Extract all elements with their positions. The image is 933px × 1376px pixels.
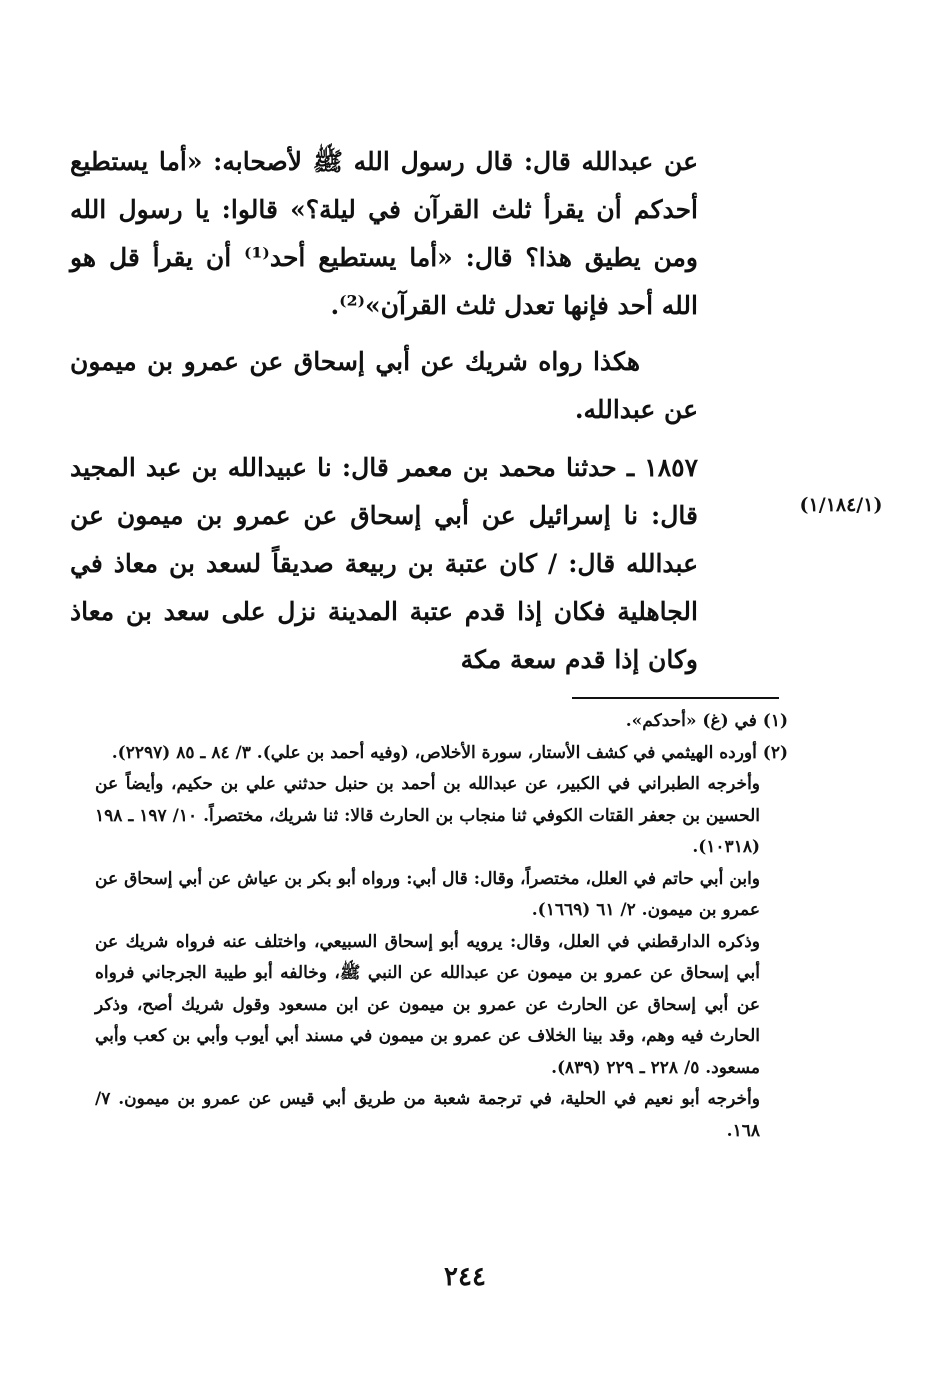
page-number: ٢٤٤ xyxy=(444,1262,486,1292)
footnote-1: (١) في (غ) «أحدكم». xyxy=(625,711,788,731)
footnotes xyxy=(95,706,788,1147)
main-text xyxy=(70,138,698,684)
hadith-continuation-paragraph: عن عبدالله قال: قال رسول الله ﷺ لأصحابه: «أما يستطيع أحدكم أن يقرأ ثلث القرآن في ليلة؟» قالوا: يا رسول الله ومن يطيق هذا؟ قال: «أما يستطيع أحد⁽¹⁾ أن يقرأ قل هو الله أحد فإنها تعدل ثلث القرآن»⁽²⁾. xyxy=(70,147,698,320)
footnote-2: (٢) أورده الهيثمي في كشف الأستار، سورة الأخلاص، (وفيه أحمد بن علي). ٣/ ٨٤ ـ ٨٥ (٢٢٩٧). xyxy=(111,742,788,763)
manuscript-reference: (١/١٨٤/١) xyxy=(799,494,883,516)
footnote-2-ibn-abi-hatim: وابن أبي حاتم في العلل، مختصراً، وقال: قال أبي: ورواه أبو بكر بن عياش عن أبي إسحاق عن عمرو بن ميمون. ٢/ ٦١ (١٦٦٩). xyxy=(95,868,760,920)
narration-note-paragraph: هكذا رواه شريك عن أبي إسحاق عن عمرو بن ميمون عن عبدالله. xyxy=(70,347,698,424)
hadith-number: ١٨٥٧ xyxy=(644,453,698,482)
footnote-2-abu-nuaym: وأخرجه أبو نعيم في الحلية، في ترجمة شعبة من طريق أبي قيس عن عمرو بن ميمون. ٧/ ١٦٨. xyxy=(95,1089,760,1141)
footnote-2-tabarani: وأخرجه الطبراني في الكبير، عن عبدالله بن أحمد بن حنبل حدثني علي بن حكيم، وأيضاً عن الحسين بن جعفر القتات الكوفي ثنا منجاب بن الحارث قالا: ثنا شريك، مختصراً. ١٠/ ١٩٧ ـ ١٩٨ (١٠٣١٨). xyxy=(95,774,760,857)
hadith-text: ـ حدثنا محمد بن معمر قال: نا عبيدالله بن عبد المجيد قال: نا إسرائيل عن أبي إسحاق عن عمرو بن ميمون عن عبدالله قال: / كان عتبة بن ربيعة صديقاً لسعد بن معاذ في الجاهلية فكان إذا قدم عتبة المدينة نزل على سعد بن معاذ وكان إذا قدم سعة مكة xyxy=(70,453,698,674)
hadith-paragraph xyxy=(70,444,698,684)
footnote-separator xyxy=(572,697,779,699)
footnote-2-daraqutni: وذكره الدارقطني في العلل، وقال: يرويه أبو إسحاق السبيعي، واختلف عنه فرواه شريك عن أبي إسحاق عن عمرو بن ميمون عن عبدالله عن النبي ﷺ، وخالفه أبو طيبة الجرجاني فرواه عن أبي إسحاق عن الحارث عن عمرو بن ميمون عن ابن مسعود وقول شريك أصح، وذكر الحارث فيه وهم، وقد بينا الخلاف عن عمرو بن ميمون في مسند أبي أيوب وأبي بن كعب وأبي مسعود. ٥/ ٢٢٨ ـ ٢٢٩ (٨٣٩). xyxy=(95,931,760,1078)
